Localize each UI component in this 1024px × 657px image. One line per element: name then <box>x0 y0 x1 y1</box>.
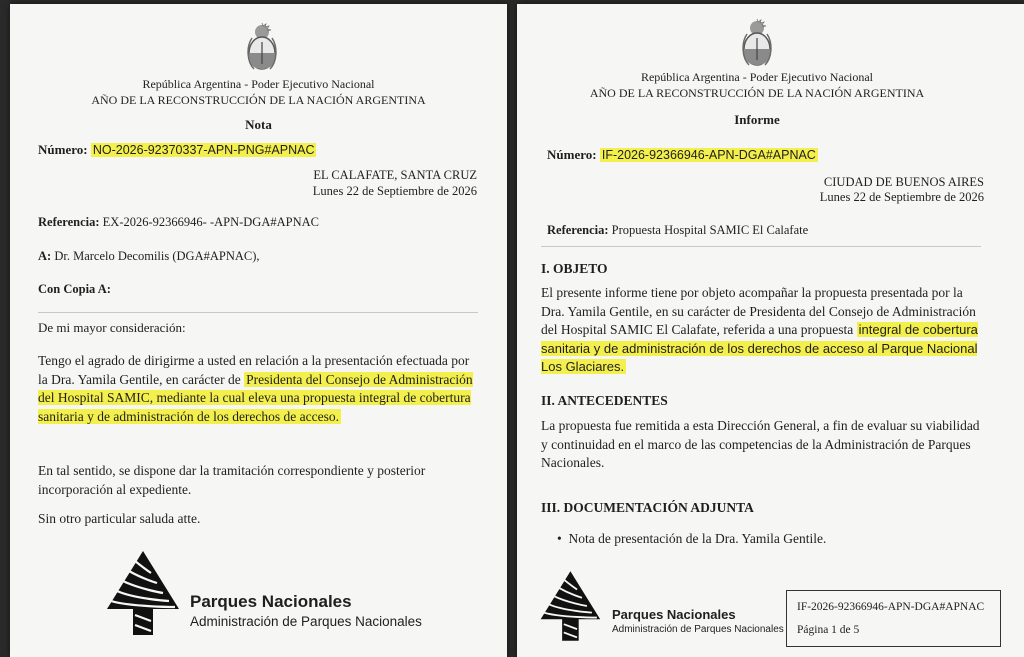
referencia-label: Referencia: <box>547 223 609 237</box>
logo-title: Parques Nacionales <box>612 607 736 622</box>
informe-page <box>517 4 1024 657</box>
logo-subtitle: Administración de Parques Nacionales <box>190 614 422 629</box>
divider <box>38 312 478 313</box>
parques-nacionales-logo-icon <box>539 569 601 643</box>
footer-reference: IF-2026-92366946-APN-DGA#APNAC <box>797 601 985 613</box>
referencia-value: Propuesta Hospital SAMIC El Calafate <box>611 223 809 237</box>
section-1-title: I. OBJETO <box>541 261 608 276</box>
section-1-body <box>541 284 989 377</box>
closing: Sin otro particular saluda atte. <box>38 511 201 526</box>
header-line1: República Argentina - Poder Ejecutivo Nacional <box>142 77 375 91</box>
body-paragraph-1-highlight: Presidenta del Consejo de Administración del Hospital SAMIC, mediante la cual eleva una propuesta integral de cobertura sanitaria y de administración de los derechos de acceso. <box>38 371 473 424</box>
divider <box>541 246 981 247</box>
section-2-body: La propuesta fue remitida a esta Dirección General, a fin de evaluar su viabilidad y continuidad en el marco de las competencias de la Administración de Parques Nacionales. <box>541 418 980 470</box>
numero-label: Número: <box>38 142 88 157</box>
numero-row <box>38 142 316 158</box>
body-paragraph-1-text: Tengo el agrado de dirigirme a usted en relación a la presentación efectuada por la Dra. Yamila Gentile, en carácter de <box>38 353 470 387</box>
numero-label: Número: <box>547 147 597 162</box>
parques-nacionales-logo-icon <box>105 549 180 637</box>
header-line1: República Argentina - Poder Ejecutivo Nacional <box>640 70 874 84</box>
referencia-row <box>547 223 808 238</box>
coat-of-arms-icon <box>739 18 775 68</box>
coat-of-arms-icon <box>244 22 280 72</box>
attachment-item-label: Nota de presentación de la Dra. Yamila Gentile. <box>568 531 827 546</box>
footer-reference-box <box>786 590 1001 647</box>
attachment-item <box>557 531 826 547</box>
copia-label: Con Copia A: <box>38 282 111 296</box>
recipient-value: Dr. Marcelo Decomilis (DGA#APNAC), <box>54 249 260 263</box>
date: Lunes 22 de Septiembre de 2026 <box>312 184 477 198</box>
body-paragraph-2: En tal sentido, se dispone dar la tramitación correspondiente y posterior incorporación al expediente. <box>38 463 426 497</box>
recipient-label: A: <box>38 249 52 263</box>
body-paragraph-1 <box>38 352 478 426</box>
section-2-title: II. ANTECEDENTES <box>541 393 668 408</box>
logo-subtitle: Administración de Parques Nacionales <box>612 624 784 635</box>
referencia-value: EX-2026-92366946- -APN-DGA#APNAC <box>102 215 319 229</box>
place: CIUDAD DE BUENOS AIRES <box>823 175 984 189</box>
bullet-icon: • <box>557 531 562 546</box>
logo-title: Parques Nacionales <box>190 592 352 611</box>
header-line2: AÑO DE LA RECONSTRUCCIÓN DE LA NACIÓN ARGENTINA <box>91 93 426 107</box>
referencia-label: Referencia: <box>38 215 100 229</box>
document-type: Nota <box>245 117 272 132</box>
header-line2: AÑO DE LA RECONSTRUCCIÓN DE LA NACIÓN ARGENTINA <box>589 86 925 100</box>
referencia-row <box>38 215 319 230</box>
greeting: De mi mayor consideración: <box>38 320 186 335</box>
recipient-row <box>38 249 260 264</box>
numero-value: IF-2026-92366946-APN-DGA#APNAC <box>601 148 816 162</box>
section-1-text: El presente informe tiene por objeto acompañar la propuesta presentada por la Dra. Yamila Gentile, en su carácter de Presidenta del Consejo de Administración del Hospital SAMIC El Calafate, referida a una propuesta <box>541 285 976 337</box>
section-3-title: III. DOCUMENTACIÓN ADJUNTA <box>541 500 754 515</box>
page-number: Página 1 de 5 <box>797 624 860 636</box>
date: Lunes 22 de Septiembre de 2026 <box>819 190 984 204</box>
numero-row <box>547 147 818 163</box>
document-type: Informe <box>734 112 780 127</box>
numero-value: NO-2026-92370337-APN-PNG#APNAC <box>92 143 315 157</box>
place: EL CALAFATE, SANTA CRUZ <box>313 168 477 182</box>
section-1-highlight: integral de cobertura sanitaria y de administración de los derechos de acceso al Parque Nacional Los Glaciares. <box>541 322 978 374</box>
nota-page <box>10 4 507 657</box>
